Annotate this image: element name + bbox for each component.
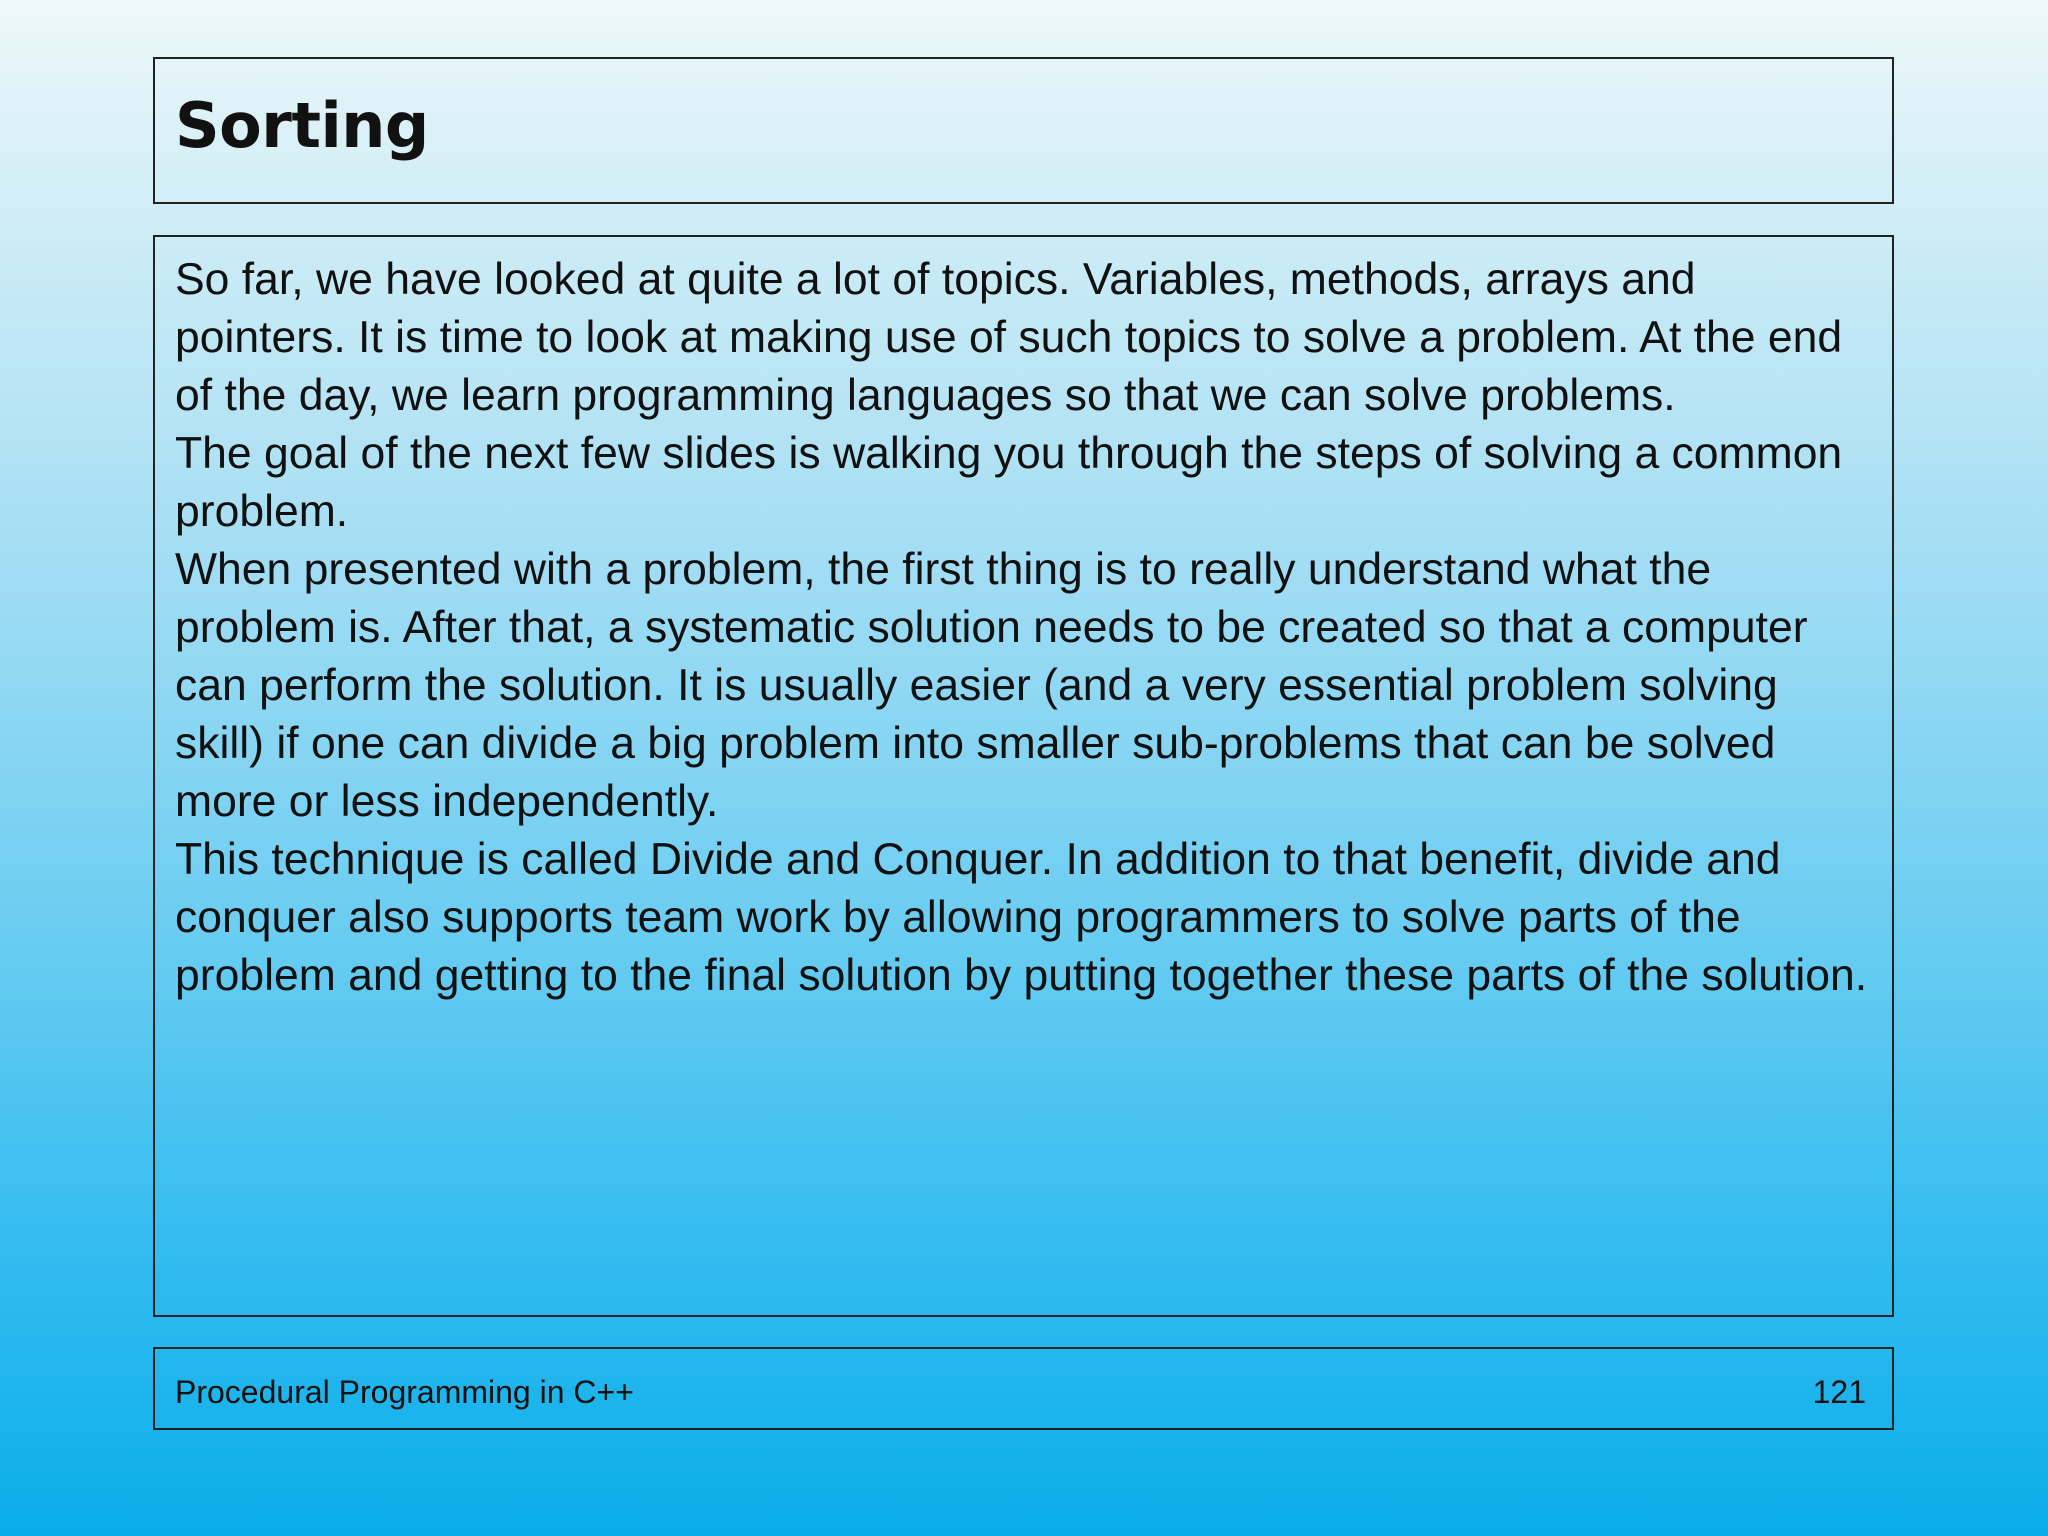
body-paragraph: So far, we have looked at quite a lot of topics. Variables, methods, arrays and pointers. It is time to look at making use of such topics to solve a problem. At the end of the day, we learn programming languages so that we can solve problems. — [175, 255, 1843, 420]
body-paragraph: The goal of the next few slides is walking you through the steps of solving a common problem. — [175, 429, 1843, 536]
body-paragraph: This technique is called Divide and Conquer. In addition to that benefit, divide and conquer also supports team work by allowing programmers to solve parts of the problem and getting to the final solution by putting together these parts of the solution. — [175, 835, 1868, 1000]
body-paragraph: When presented with a problem, the first thing is to really understand what the problem is. After that, a systematic solution needs to be created so that a computer can perform the solution. It is usually easier (and a very essential problem solving skill) if one can divide a big problem into smaller sub-problems that can be solved more or less independently. — [175, 545, 1808, 826]
footer-frame — [153, 1347, 1894, 1430]
page-number: 121 — [1812, 1374, 1866, 1410]
content-frame — [153, 235, 1894, 1317]
slide-body — [175, 251, 1876, 1005]
footer-course-name: Procedural Programming in C++ — [175, 1374, 634, 1410]
title-frame — [153, 57, 1894, 204]
slide-title: Sorting — [175, 89, 429, 162]
